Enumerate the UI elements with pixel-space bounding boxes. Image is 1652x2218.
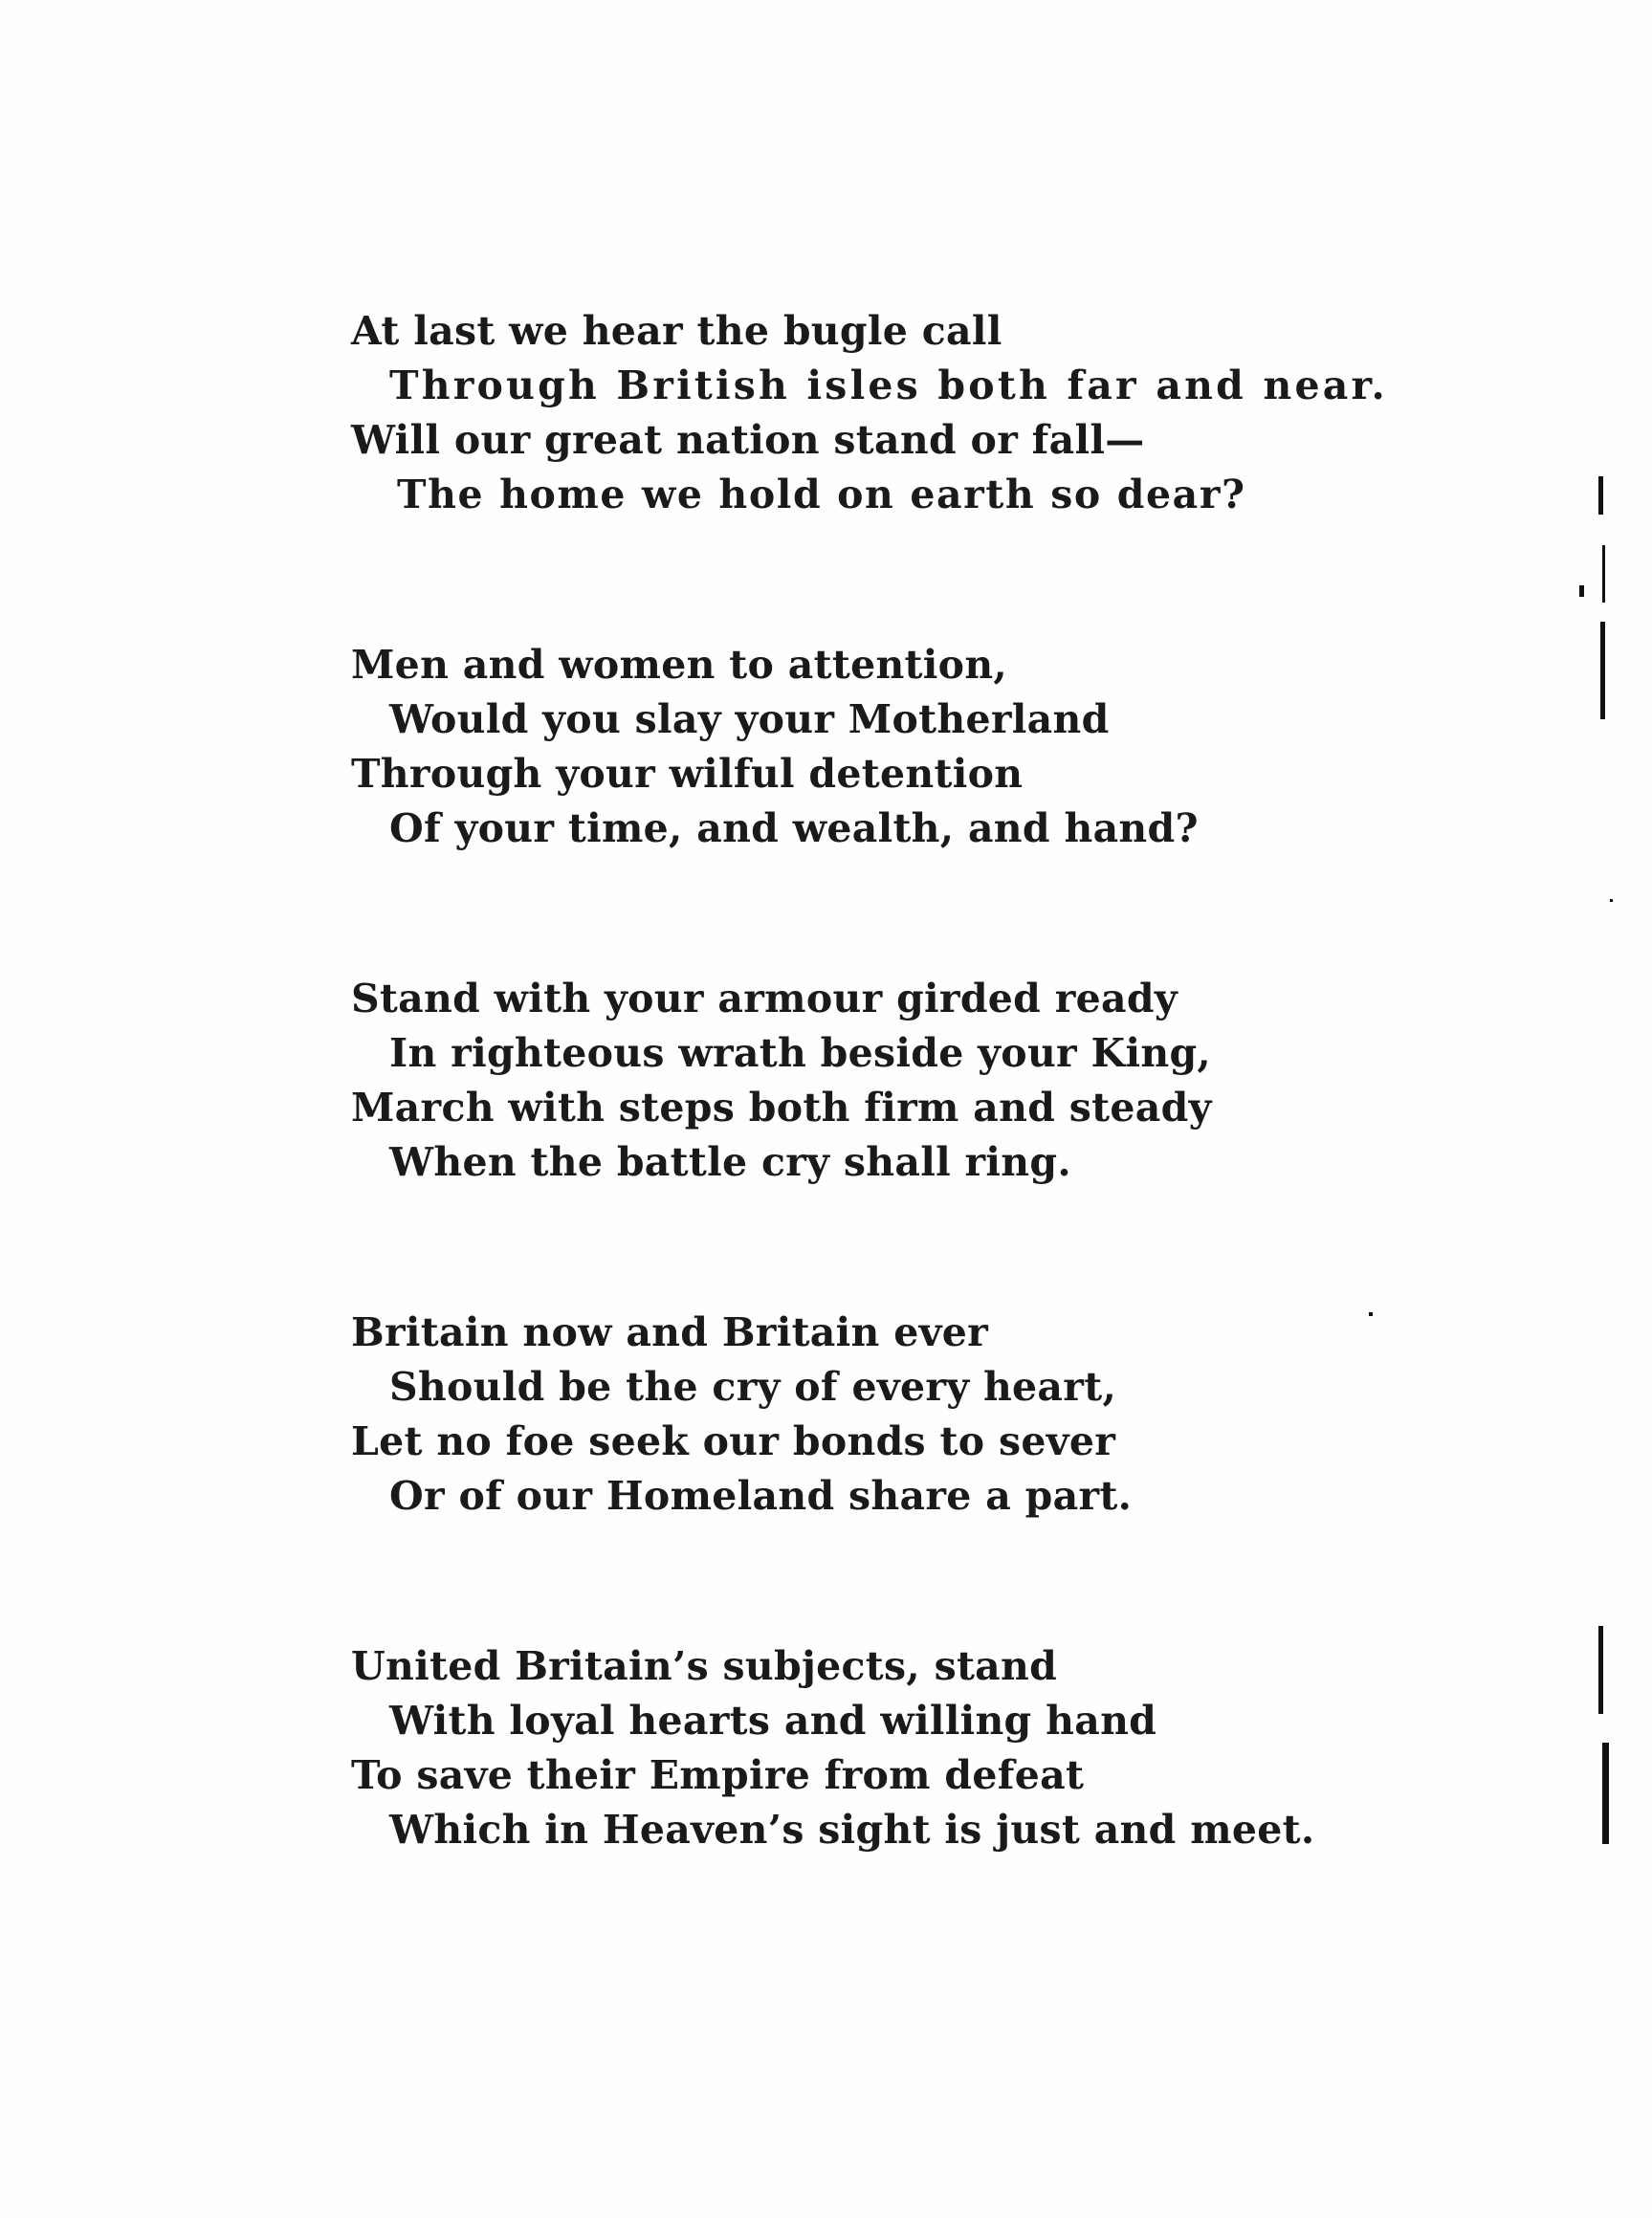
stanza-2 xyxy=(351,638,1355,856)
poem-line: With loyal hearts and willing hand xyxy=(389,1698,1157,1744)
poem-line: Which in Heaven’s sight is just and meet. xyxy=(389,1807,1315,1853)
poem-line: To save their Empire from defeat xyxy=(351,1752,1085,1798)
poem-line: Will our great nation stand or fall— xyxy=(351,417,1145,463)
poem-line: Through your wilful detention xyxy=(351,751,1024,797)
poem-line: Let no foe seek our bonds to sever xyxy=(351,1418,1116,1464)
stanza-3 xyxy=(351,972,1355,1190)
poem-line: Or of our Homeland share a part. xyxy=(389,1473,1133,1519)
poem-line: At last we hear the bugle call xyxy=(351,308,1002,354)
poem-line: United Britain’s subjects, stand xyxy=(351,1643,1058,1689)
poem-line: Stand with your armour girded ready xyxy=(351,976,1178,1021)
poem-line: Would you slay your Motherland xyxy=(389,696,1110,742)
stanza-1 xyxy=(351,304,1389,522)
stanza-5 xyxy=(351,1639,1355,1857)
poem-line: March with steps both firm and steady xyxy=(351,1085,1212,1131)
poem xyxy=(351,304,1389,1857)
poem-line: Through British isles both far and near. xyxy=(389,362,1389,408)
poem-line: Men and women to attention, xyxy=(351,642,1008,688)
poem-line: Of your time, and wealth, and hand? xyxy=(389,805,1199,851)
poem-line: When the battle cry shall ring. xyxy=(389,1139,1071,1185)
poem-line: Should be the cry of every heart, xyxy=(389,1364,1117,1410)
poem-line: The home we hold on earth so dear? xyxy=(397,472,1246,517)
stanza-4 xyxy=(351,1306,1355,1524)
poem-line: In righteous wrath beside your King, xyxy=(389,1030,1211,1076)
poem-line: Britain now and Britain ever xyxy=(351,1309,989,1355)
